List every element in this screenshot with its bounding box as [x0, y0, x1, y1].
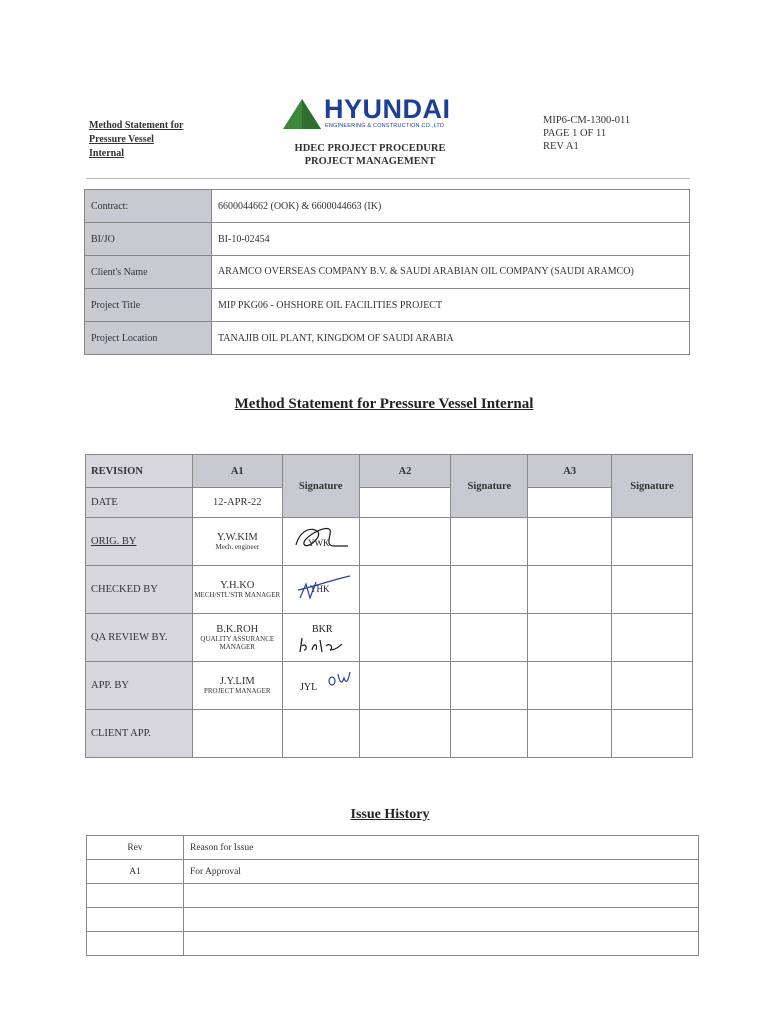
svg-text:BKR: BKR: [311, 624, 333, 635]
table-row: A1 For Approval: [87, 860, 699, 884]
table-row: Contract: 6600044662 (OOK) & 6600044663 (IK): [85, 190, 690, 223]
project-info-table: [84, 189, 690, 355]
table-row: ORIG. BY Y.W.KIM Mech. engineer YWK: [86, 518, 693, 566]
doc-reference: [543, 114, 630, 153]
header-doc-title: Method Statement for Pressure Vessel Internal: [89, 120, 184, 159]
col-reason-header: Reason for Issue: [184, 836, 699, 860]
signature-bkr: [286, 616, 356, 656]
issue-history-title: Issue History: [350, 807, 430, 822]
header-divider: [86, 178, 690, 179]
table-row: BI/JO BI-10-02454: [85, 223, 690, 256]
signature-jyl: [286, 664, 356, 704]
svg-text:YWK: YWK: [307, 538, 330, 548]
procedure-title: HDEC PROJECT PROCEDURE PROJECT MANAGEMENT: [294, 143, 446, 167]
doc-number: MIP6-CM-1300-011: [543, 115, 631, 126]
revision-label: REVISION: [86, 455, 193, 488]
table-row: CLIENT APP.: [86, 710, 693, 758]
signature-cell: [282, 518, 359, 566]
table-row: [87, 836, 699, 860]
table-row: [87, 908, 699, 932]
signature-ywk: [286, 520, 356, 560]
logo-name: HYUNDAI: [324, 94, 451, 124]
signature-cell: [282, 614, 359, 662]
document-title: Method Statement for Pressure Vessel Internal: [234, 396, 534, 412]
table-row: [87, 932, 699, 956]
table-row: APP. BY J.Y.LIM PROJECT MANAGER JYL: [86, 662, 693, 710]
signature-cell: [282, 566, 359, 614]
page-number: PAGE 1 OF 11: [543, 128, 607, 139]
table-row: Project Title MIP PKG06 - OHSHORE OIL FACILITIES PROJECT: [85, 289, 690, 322]
table-row: Client's Name ARAMCO OVERSEAS COMPANY B.V. & SAUDI ARABIAN OIL COMPANY (SAUDI ARAMCO): [85, 256, 690, 289]
date-a1: 12-APR-22: [192, 488, 282, 518]
table-row: Project Location TANAJIB OIL PLANT, KINGDOM OF SAUDI ARABIA: [85, 322, 690, 355]
col-rev-header: Rev: [87, 836, 184, 860]
table-row: QA REVIEW BY. B.K.ROH QUALITY ASSURANCE MANAGER BKR: [86, 614, 693, 662]
logo-subtitle: ENGINEERING & CONSTRUCTION CO.,LTD: [325, 123, 445, 129]
hyundai-logo: [282, 94, 462, 134]
table-row: [87, 884, 699, 908]
signature-cell: [282, 662, 359, 710]
issue-history-table: [86, 835, 699, 956]
table-row: REVISION A1 Signature A2 Signature A3 Signature: [86, 455, 693, 488]
table-row: DATE 12-APR-22: [86, 488, 693, 518]
revision-number: REV A1: [543, 141, 579, 152]
signature-yhk: [286, 568, 356, 608]
svg-text:JYL: JYL: [299, 682, 317, 693]
table-row: CHECKED BY Y.H.KO MECH/STL'STR MANAGER YHK: [86, 566, 693, 614]
revision-table: [85, 454, 693, 758]
logo-triangle-icon: [282, 98, 322, 130]
svg-text:YHK: YHK: [309, 584, 330, 594]
